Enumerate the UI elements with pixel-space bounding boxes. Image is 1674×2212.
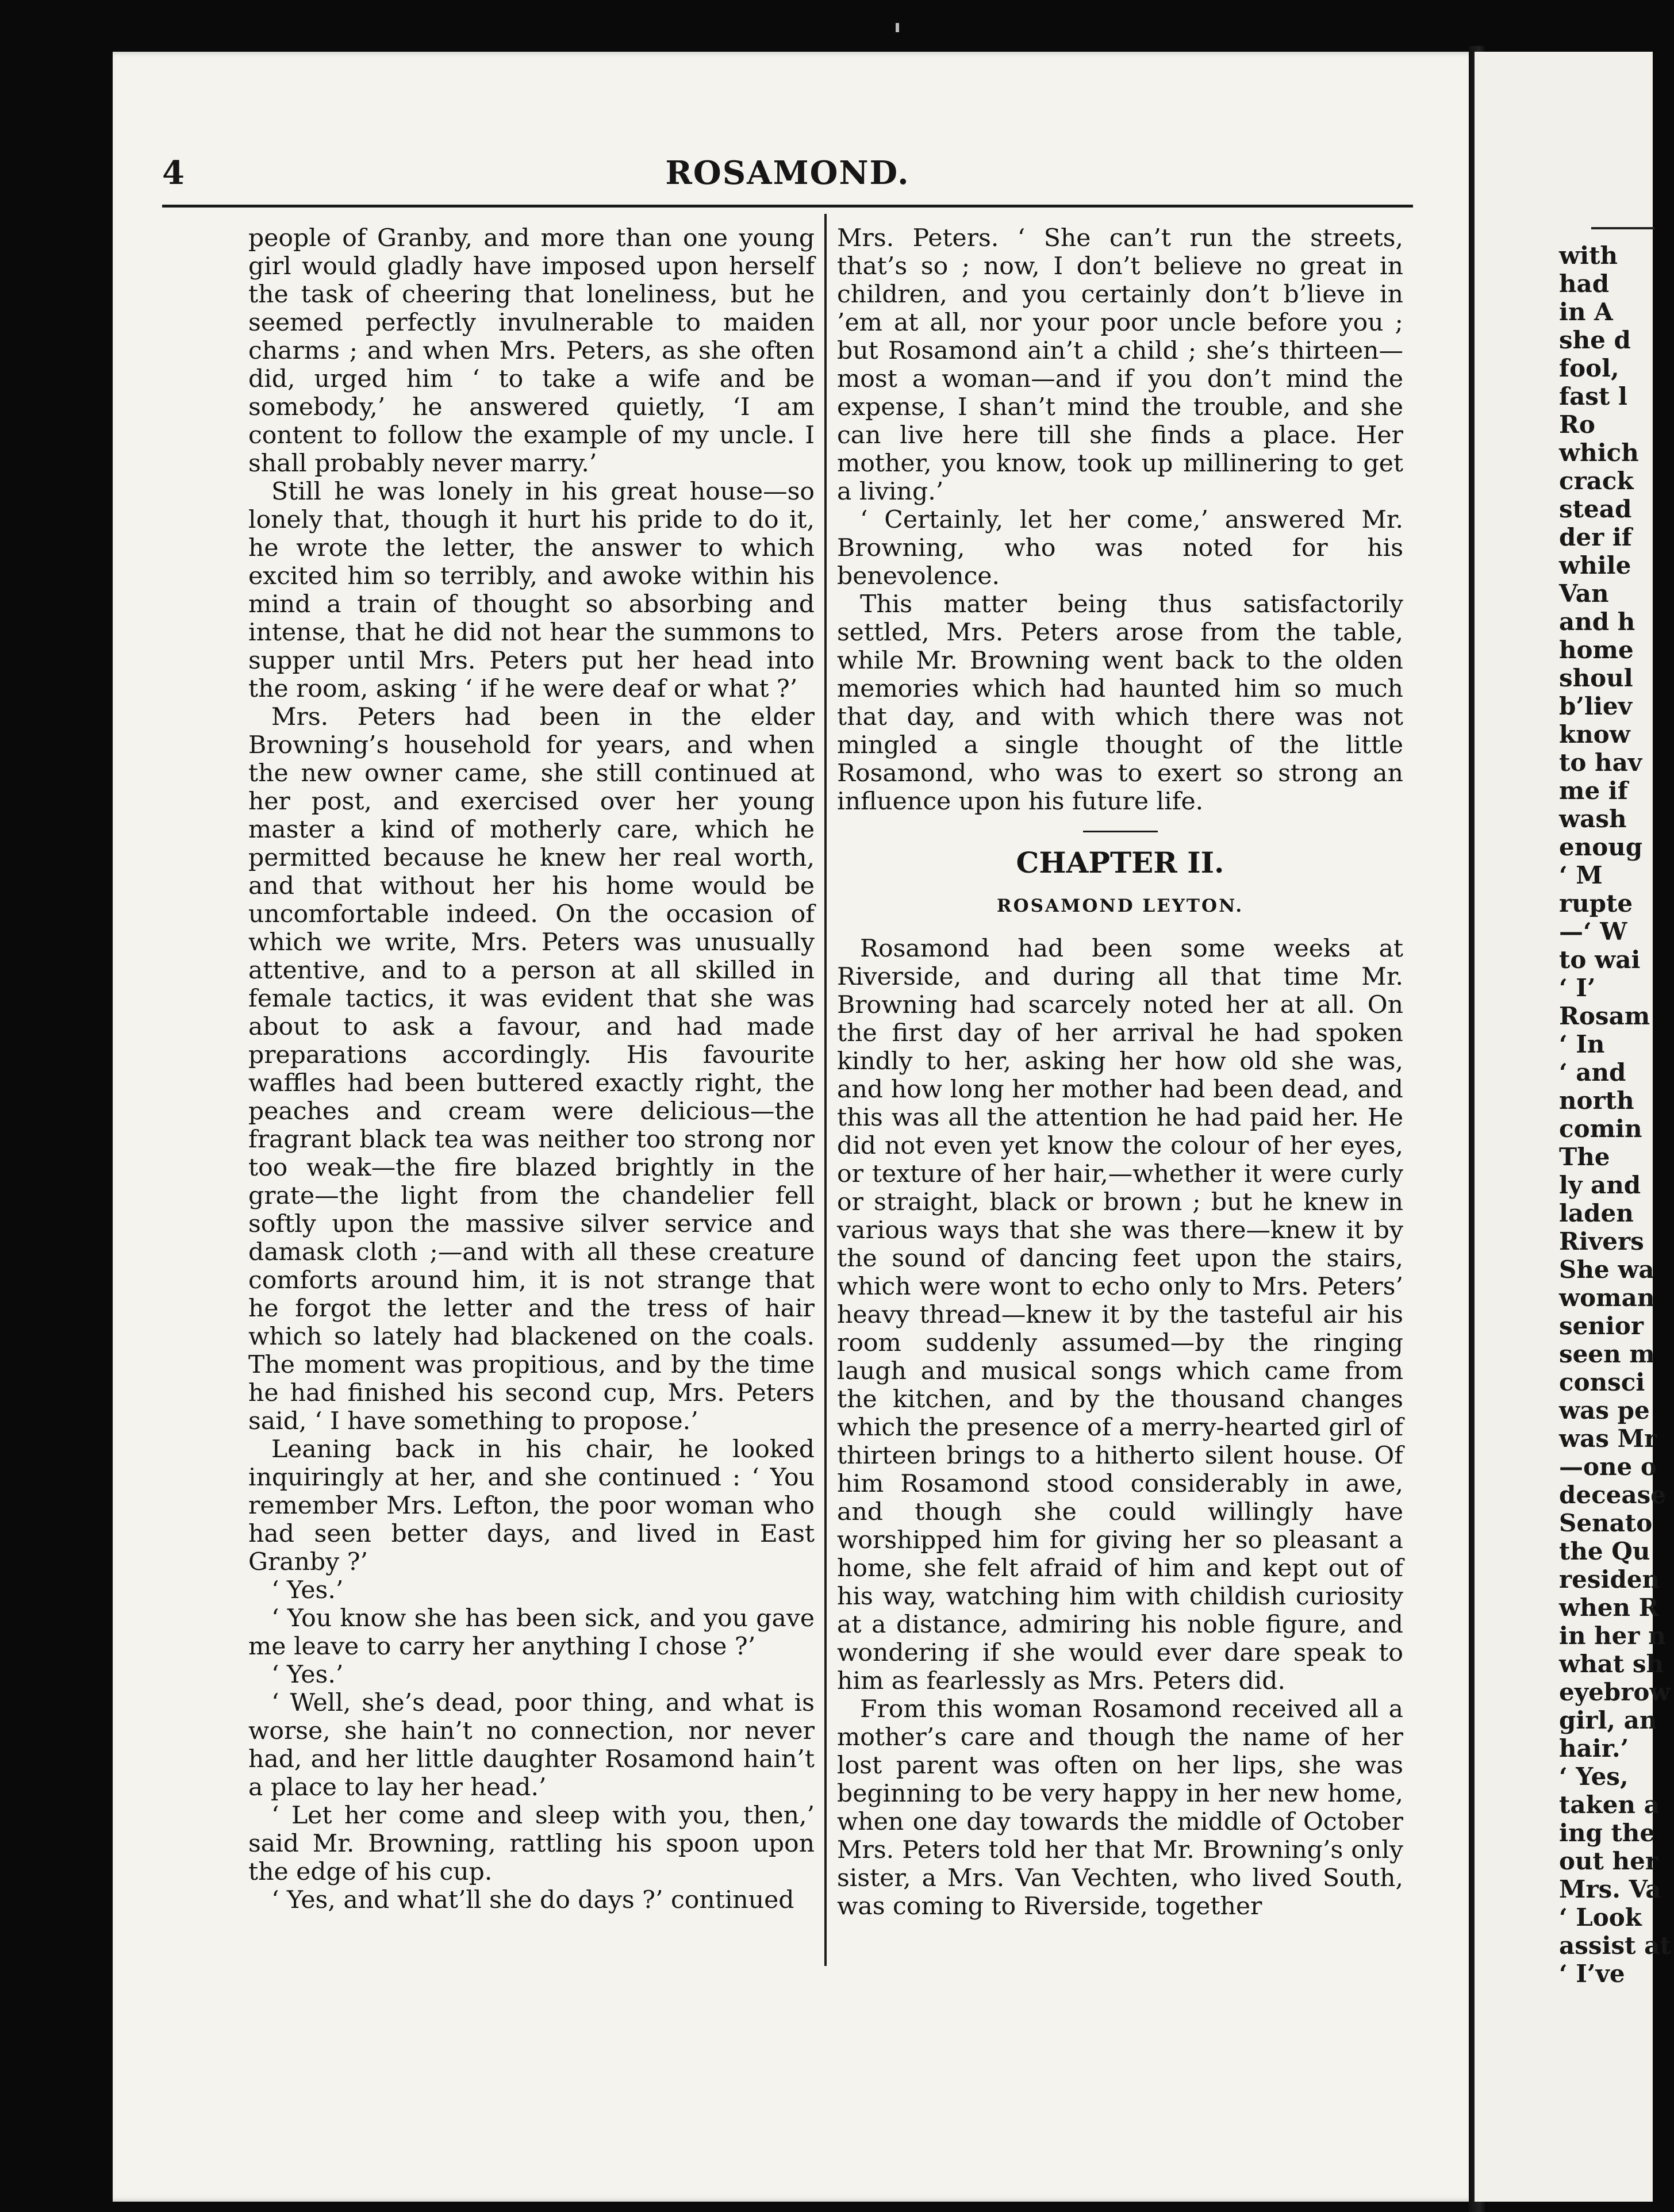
facing-page-line: ing the [1559,1819,1656,1847]
paragraph: ‘ Yes.’ [271,1576,344,1604]
facing-page-line: ‘ I’ve [1559,1960,1625,1988]
paragraph: ‘ Certainly, let her come,’ answered Mr. Browning, who was noted for his benevolence. [837,506,1403,590]
facing-page-line: Rivers [1559,1227,1644,1255]
facing-page-text [1559,241,1674,1988]
column-divider [824,214,827,1966]
facing-page-line: —one o [1559,1453,1657,1481]
facing-page-line: ‘ Yes, [1559,1762,1629,1791]
facing-page-line: ‘ I’ [1559,974,1596,1002]
facing-page-line: was Mr [1559,1424,1657,1453]
facing-page-line: she d [1559,326,1631,354]
page-header [162,154,1413,194]
facing-page-line: woman [1559,1284,1655,1312]
facing-page-line: decease [1559,1481,1666,1509]
facing-page-line: which [1559,439,1639,467]
facing-page-line: laden [1559,1199,1634,1227]
facing-page-line: rupte [1559,889,1633,917]
facing-page-line: ‘ In [1559,1030,1605,1058]
chapter-separator [1083,831,1158,832]
facing-page-line: Van [1559,579,1609,608]
left-column [248,224,815,1914]
facing-page-line: to wai [1559,946,1641,974]
paragraph: people of Granby, and more than one young girl would gladly have imposed upon herself the task of cheering that loneliness, but he seemed perfectly invulnerable to maiden charms ; and when Mrs. Peters, as she often did, urged him ‘ to take a wife and be somebody,’ he answered quietly, ‘I am content to follow the example of my uncle. I shall probably never marry.’ [248,224,815,478]
facing-page-line: know [1559,720,1630,748]
facing-page-line: The [1559,1143,1610,1171]
chapter-subtitle: ROSAMOND LEYTON. [996,896,1244,916]
facing-page-line: girl, an [1559,1706,1657,1734]
running-head: ROSAMOND. [665,154,910,192]
facing-page-line: consci [1559,1368,1645,1396]
page-number: 4 [162,154,185,192]
facing-page-line: wash [1559,805,1627,833]
facing-page-line: hair.’ [1559,1734,1629,1762]
facing-page-rule [1591,227,1654,229]
facing-page-line: crack [1559,467,1634,495]
paragraph: From this woman Rosamond received all a mother’s care and though the name of her lost parent was often on her lips, she was beginning to be very happy in her new home, when one day towards the middle of October Mrs. Peters told her that Mr. Browning’s only sister, a Mrs. Van Vechten, who lived South, was coming to Riverside, together [837,1695,1403,1921]
facing-page-line: Ro [1559,410,1595,439]
paragraph: Rosamond had been some weeks at Riverside, and during all that time Mr. Browning had scarcely noted her at all. On the first day of her arrival he had spoken kindly to her, asking her how old she was, and how long her mother had been dead, and this was all the attention he had paid her. He did not even yet know the colour of her eyes, or texture of her hair,—whether it were curly or straight, black or brown ; but he knew in various ways that she was there—knew it by the sound of dancing feet upon the stairs, which were wont to echo only to Mrs. Peters’ heavy thread—knew it by the tasteful air his room suddenly assumed—by the ringing laugh and musical songs which came from the kitchen, and by the thousand changes which the presence of a merry-hearted girl of thirteen brings to a hitherto silent house. Of him Rosamond stood considerably in awe, and though she could willingly have worshipped him for giving her so pleasant a home, she felt afraid of him and kept out of his way, watching him with childish curiosity at a distance, admiring his noble figure, and wondering if she would ever dare speak to him as fearlessly as Mrs. Peters did. [837,935,1403,1695]
facing-page-line: b’liev [1559,692,1633,720]
facing-page-line: while [1559,551,1631,579]
facing-page-line: Rosam [1559,1002,1650,1030]
facing-page-line: Senato [1559,1509,1653,1537]
facing-page-line: Mrs. Va [1559,1875,1661,1903]
facing-page-line: fast l [1559,382,1627,410]
facing-page-line: north [1559,1086,1634,1115]
facing-page-line: —‘ W [1559,917,1627,946]
paragraph: ‘ You know she has been sick, and you gave me leave to carry her anything I chose ?’ [248,1604,815,1661]
facing-page-line: seen m [1559,1340,1655,1368]
paragraph: Still he was lonely in his great house—so lonely that, though it hurt his pride to do it, he wrote the letter, the answer to which excited him so terribly, and awoke within his mind a train of thought so absorbing and intense, that he did not hear the summons to supper until Mrs. Peters put her head into the room, asking ‘ if he were deaf or what ?’ [248,478,815,703]
paragraph: This matter being thus satisfactorily settled, Mrs. Peters arose from the table, while Mr. Browning went back to the olden memories which had haunted him so much that day, and with which there was not mingled a single thought of the little Rosamond, who was to exert so strong an influence upon his future life. [837,590,1403,816]
facing-page-line: eyebrow [1559,1678,1671,1706]
facing-page-line: ‘ Look [1559,1903,1642,1931]
facing-page-line: was pe [1559,1396,1650,1424]
facing-page-line: home [1559,636,1634,664]
facing-page-line: shoul [1559,664,1633,692]
facing-page-line: had [1559,270,1610,298]
facing-page-line: fool, [1559,354,1619,382]
facing-page-line: in her n [1559,1622,1666,1650]
paragraph: Mrs. Peters had been in the elder Browning’s household for years, and when the new owner came, she still continued at her post, and exercised over her young master a kind of motherly care, which he permitted because he knew her real worth, and that without her his home would be uncomfortable indeed. On the occasion of which we write, Mrs. Peters was unusually attentive, and to a person at all skilled in female tactics, it was evident that she was about to ask a favour, and had made preparations accordingly. His favourite waffles had been buttered exactly right, the peaches and cream were delicious—the fragrant black tea was neither too strong nor too weak—the fire blazed brightly in the grate—the light from the chandelier fell softly upon the massive silver service and damask cloth ;—and with all these creature comforts around him, it is not strange that he forgot the letter and the tress of hair which so lately had blackened on the coals. The moment was propitious, and by the time he had finished his second cup, Mrs. Peters said, ‘ I have something to propose.’ [248,703,815,1435]
facing-page-line: She wa [1559,1255,1654,1284]
facing-page-line: what sh [1559,1650,1664,1678]
facing-page-line: me if [1559,777,1628,805]
facing-page-line: senior [1559,1312,1644,1340]
facing-page-line: the Qu [1559,1537,1650,1565]
facing-page-line: stead [1559,495,1632,523]
chapter-title: CHAPTER II. [1016,846,1224,880]
paragraph: ‘ Let her come and sleep with you, then,’ said Mr. Browning, rattling his spoon upon the edge of his cup. [248,1802,815,1886]
paragraph: ‘ Well, she’s dead, poor thing, and what is worse, she hain’t no connection, nor never had, and her little daughter Rosamond hain’t a place to lay her head.’ [248,1689,815,1802]
facing-page-line: and h [1559,608,1635,636]
facing-page-line: taken a [1559,1791,1660,1819]
facing-page-line: der if [1559,523,1632,551]
paragraph: ‘ Yes.’ [271,1661,344,1689]
scan-mark [896,23,899,32]
header-rule [162,205,1413,208]
facing-page-line: ‘ and [1559,1058,1626,1086]
facing-page-line: comin [1559,1115,1642,1143]
facing-page-line: assist at [1559,1931,1671,1960]
facing-page-line: enoug [1559,833,1643,861]
facing-page-line: ‘ M [1559,861,1603,889]
paragraph: ‘ Yes, and what’ll she do days ?’ continued [271,1886,794,1914]
paragraph: Mrs. Peters. ‘ She can’t run the streets, that’s so ; now, I don’t believe no great in children, and you certainly don’t b’lieve in ’em at all, nor your poor uncle before you ; but Rosamond ain’t a child ; she’s thirteen—most a woman—and if you don’t mind the expense, I shan’t mind the trouble, and she can live here till she finds a place. Her mother, you know, took up millinering to get a living.’ [837,224,1403,506]
paragraph: Leaning back in his chair, he looked inquiringly at her, and she continued : ‘ You remember Mrs. Lefton, the poor woman who had seen better days, and lived in East Granby ?’ [248,1435,815,1576]
facing-page-line: when R [1559,1593,1659,1622]
facing-page-line: out her [1559,1847,1658,1875]
facing-page-line: to hav [1559,748,1642,777]
right-column [837,224,1403,1921]
facing-page-line: in A [1559,298,1613,326]
facing-page-line: with [1559,241,1618,270]
facing-page-line: ly and [1559,1171,1641,1199]
facing-page-line: residen [1559,1565,1660,1593]
